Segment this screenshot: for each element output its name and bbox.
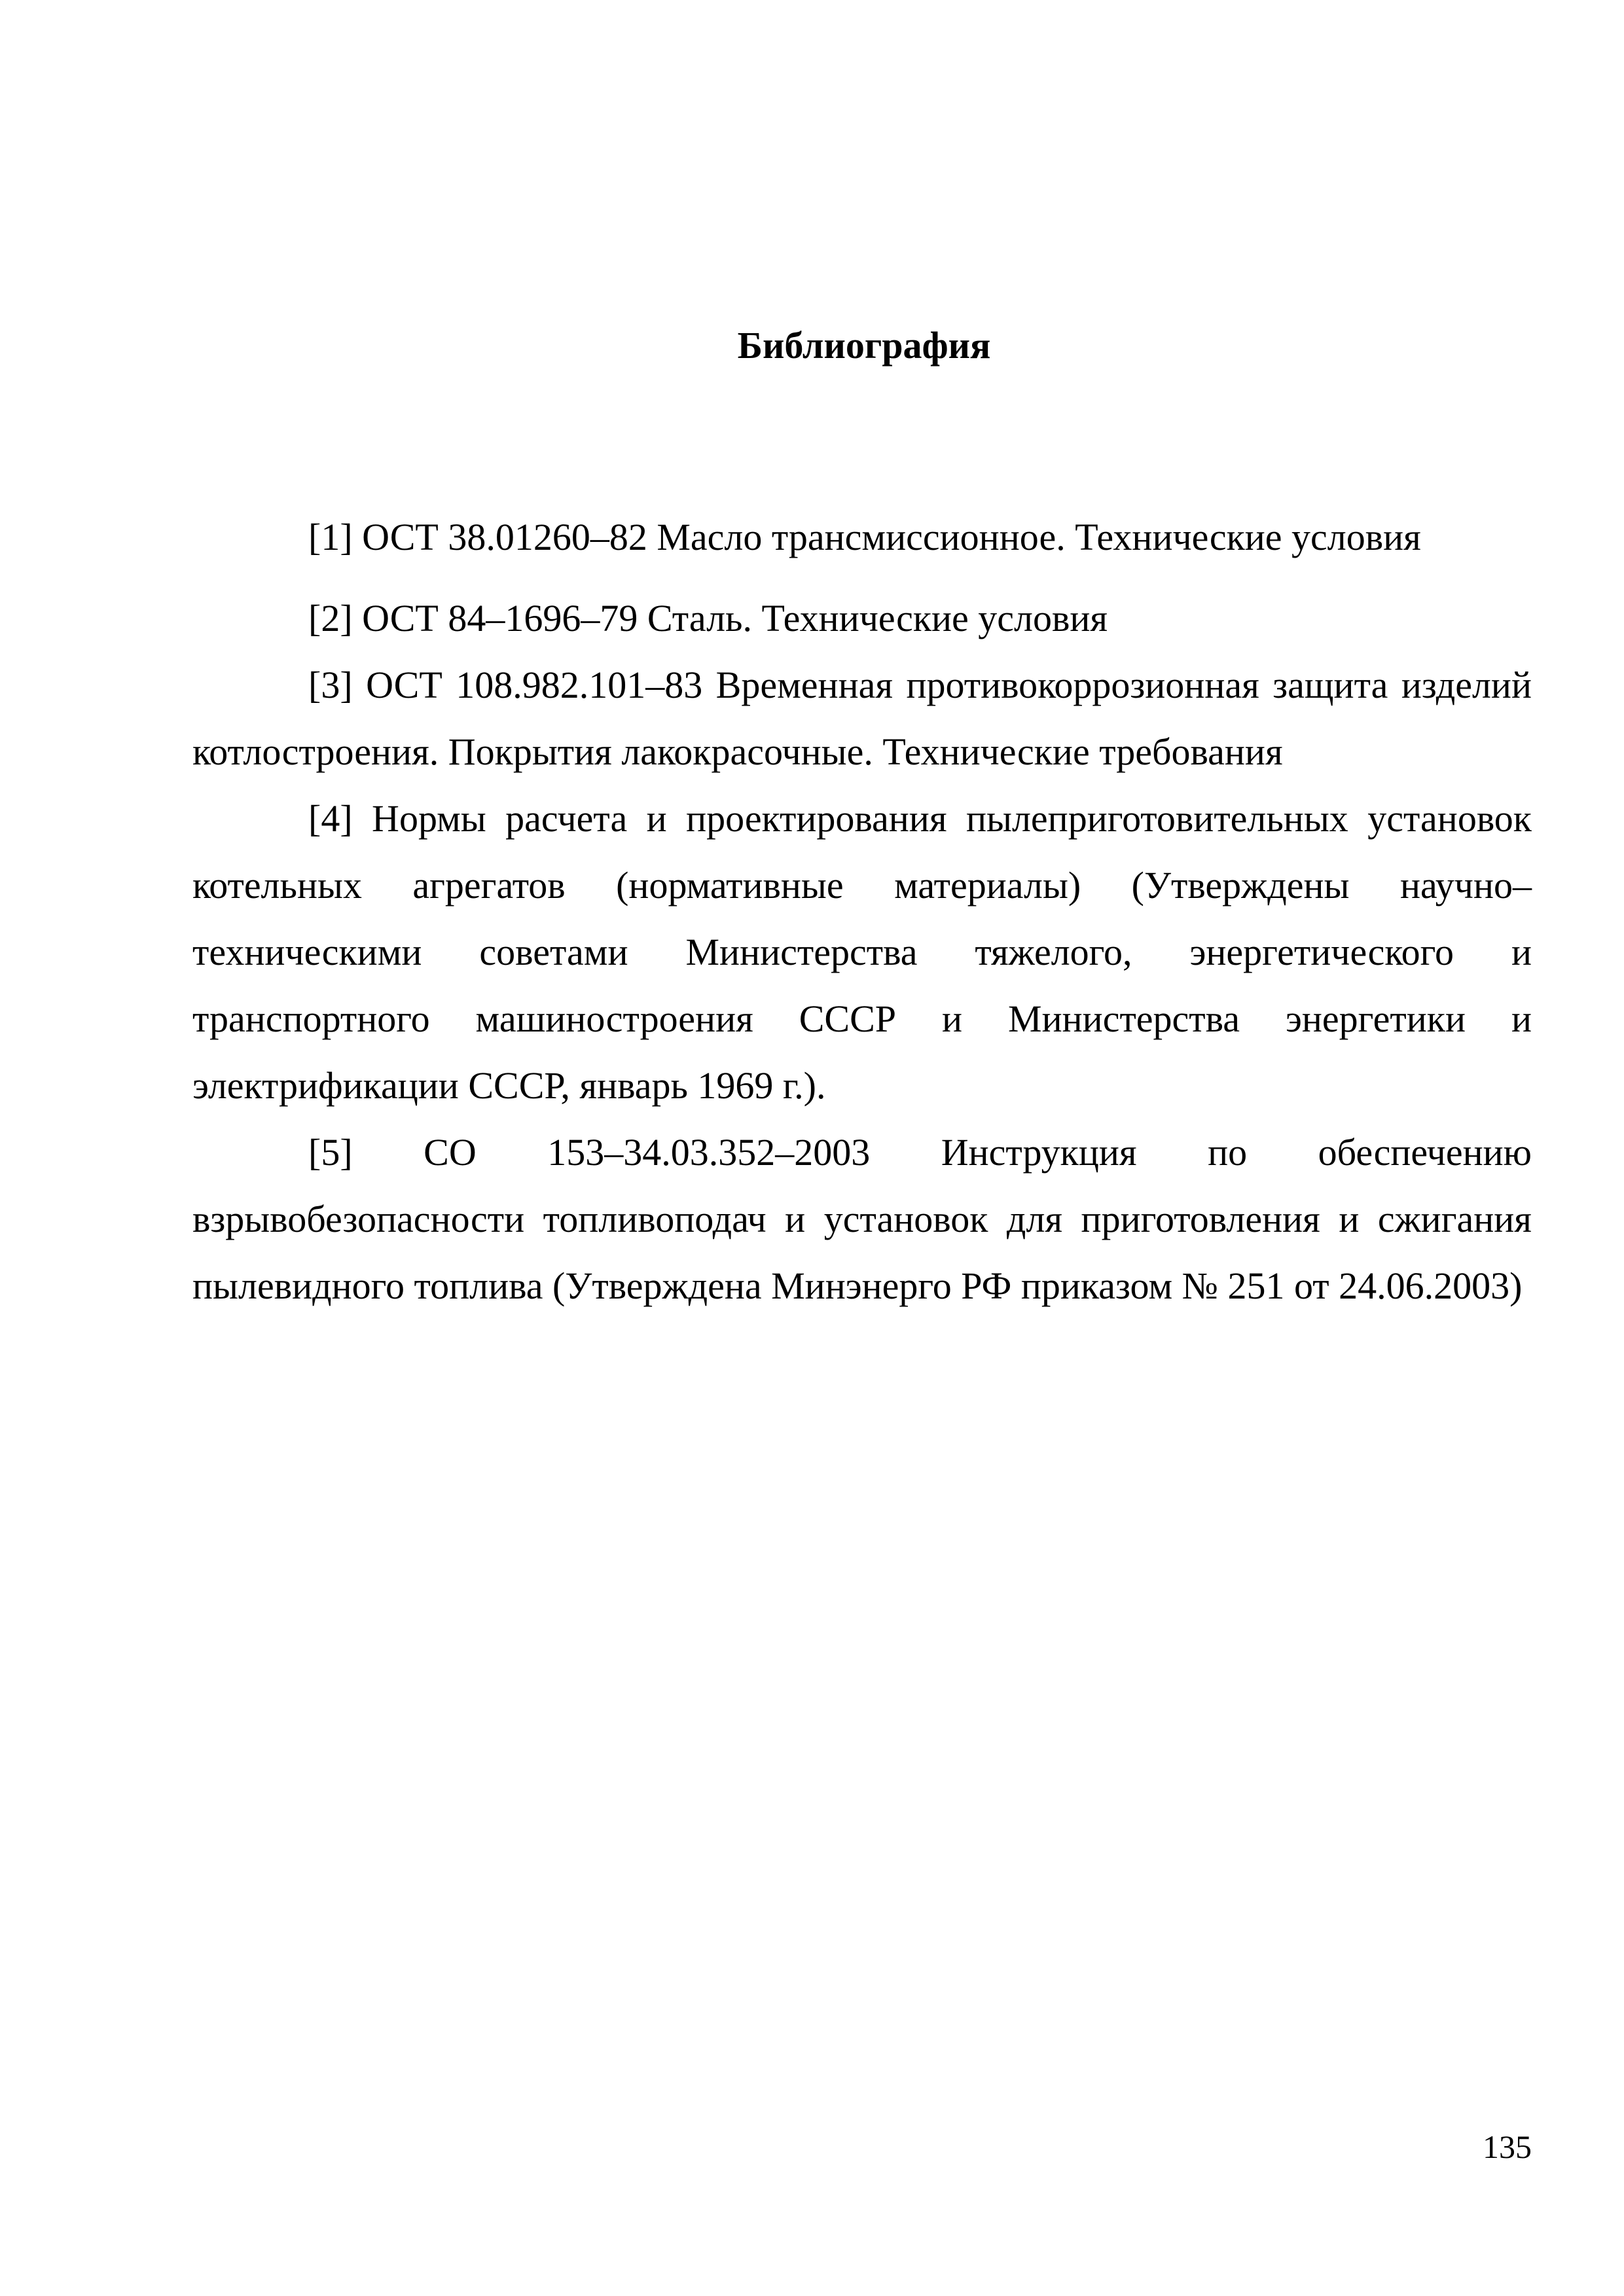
bibliography-entry-5: [5] СО 153–34.03.352–2003 Инструкция по обеспечению взрывобезопасности топливоподач и установок для приготовления и сжигания пылевидного топлива (Утверждена Минэнерго РФ приказом № 251 от 24.06.2003) [192, 1131, 1532, 1307]
page-title: Библиография [737, 324, 991, 367]
bibliography-entry-3: [3] ОСТ 108.982.101–83 Временная противокоррозионная защита изделий котлостроения. Покрытия лакокрасочные. Технические требования [192, 664, 1532, 773]
bibliography-entry-4: [4] Нормы расчета и проектирования пылеприготовительных установок котельных агрегатов (нормативные материалы) (Утверждены научно–техническими советами Министерства тяжелого, энергетического и транспортного машиностроения СССР и Министерства энергетики и электрификации СССР, январь 1969 г.). [192, 797, 1532, 1107]
bibliography-entry-1: [1] ОСТ 38.01260–82 Масло трансмиссионное. Технические условия [308, 516, 1421, 558]
bibliography-entry-2: [2] ОСТ 84–1696–79 Сталь. Технические условия [308, 597, 1108, 639]
page-number: 135 [1483, 2128, 1532, 2165]
bibliography-list [192, 504, 1532, 1319]
